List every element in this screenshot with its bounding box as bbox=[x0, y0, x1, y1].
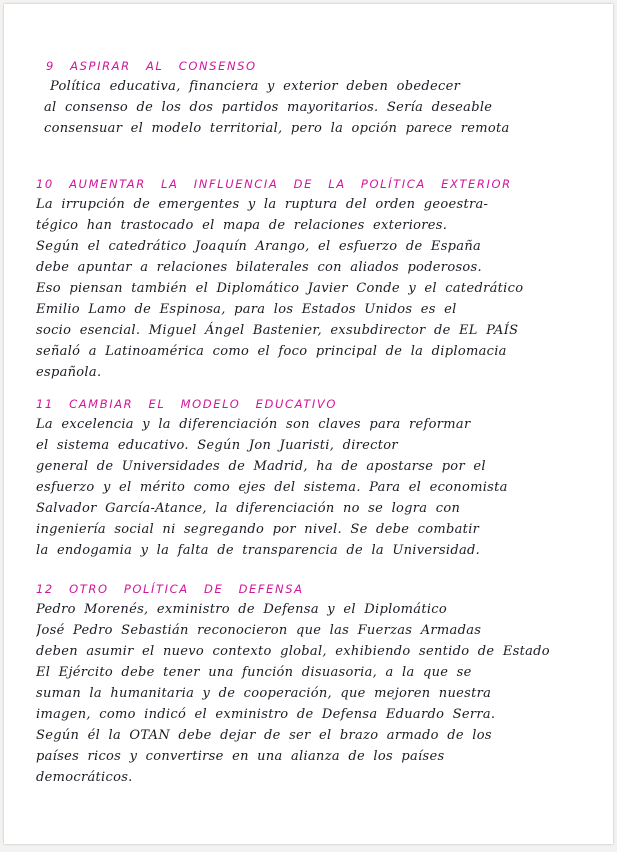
text-line: suman la humanitaria y de cooperación, que mejoren nuestra bbox=[36, 686, 492, 701]
handwritten-page bbox=[4, 4, 613, 844]
text-line: Según el catedrático Joaquín Arango, el esfuerzo de España bbox=[36, 239, 482, 254]
section-heading: 9 ASPIRAR AL CONSENSO bbox=[46, 59, 257, 73]
section-9 bbox=[36, 56, 595, 139]
text-line: Política educativa, financiera y exterior deben obedecer bbox=[50, 79, 461, 94]
text-line: El Ejército debe tener una función disuasoria, a la que se bbox=[36, 665, 472, 680]
section-12 bbox=[36, 579, 595, 788]
text-line: José Pedro Sebastián reconocieron que las Fuerzas Armadas bbox=[36, 623, 482, 638]
section-heading: 11 CAMBIAR EL MODELO EDUCATIVO bbox=[36, 397, 338, 411]
text-line: la endogamia y la falta de transparencia de la Universidad. bbox=[36, 543, 481, 558]
text-line: imagen, como indicó el exministro de Defensa Eduardo Serra. bbox=[36, 707, 496, 722]
text-line: La excelencia y la diferenciación son claves para reformar bbox=[36, 417, 471, 432]
text-line: señaló a Latinoamérica como el foco principal de la diplomacia bbox=[36, 344, 507, 359]
text-line: socio esencial. Miguel Ángel Bastenier, exsubdirector de EL PAÍS bbox=[36, 323, 519, 338]
text-line: ingeniería social ni segregando por nivel. Se debe combatir bbox=[36, 522, 480, 537]
section-11 bbox=[36, 394, 595, 561]
text-line: democráticos. bbox=[36, 770, 133, 785]
text-line: países ricos y convertirse en una alianza de los países bbox=[36, 749, 445, 764]
text-line: española. bbox=[36, 365, 102, 380]
text-line: esfuerzo y el mérito como ejes del sistema. Para el economista bbox=[36, 480, 508, 495]
text-line: general de Universidades de Madrid, ha de apostarse por el bbox=[36, 459, 486, 474]
text-line: Emilio Lamo de Espinosa, para los Estados Unidos es el bbox=[36, 302, 457, 317]
text-line: deben asumir el nuevo contexto global, exhibiendo sentido de Estado bbox=[36, 644, 550, 659]
section-10 bbox=[36, 174, 595, 383]
text-line: Eso piensan también el Diplomático Javier Conde y el catedrático bbox=[36, 281, 524, 296]
section-heading: 12 OTRO POLÍTICA DE DEFENSA bbox=[36, 582, 304, 596]
text-line: debe apuntar a relaciones bilaterales con aliados poderosos. bbox=[36, 260, 482, 275]
text-line: consensuar el modelo territorial, pero la opción parece remota bbox=[44, 121, 510, 136]
text-line: La irrupción de emergentes y la ruptura del orden geoestra- bbox=[36, 197, 489, 212]
text-line: tégico han trastocado el mapa de relaciones exteriores. bbox=[36, 218, 448, 233]
text-line: Según él la OTAN debe dejar de ser el brazo armado de los bbox=[36, 728, 492, 743]
text-line: al consenso de los dos partidos mayoritarios. Sería deseable bbox=[44, 100, 493, 115]
text-line: Pedro Morenés, exministro de Defensa y el Diplomático bbox=[36, 602, 448, 617]
text-line: Salvador García-Atance, la diferenciación no se logra con bbox=[36, 501, 461, 516]
text-line: el sistema educativo. Según Jon Juaristi, director bbox=[36, 438, 398, 453]
section-heading: 10 AUMENTAR LA INFLUENCIA DE LA POLÍTICA EXTERIOR bbox=[36, 177, 512, 191]
